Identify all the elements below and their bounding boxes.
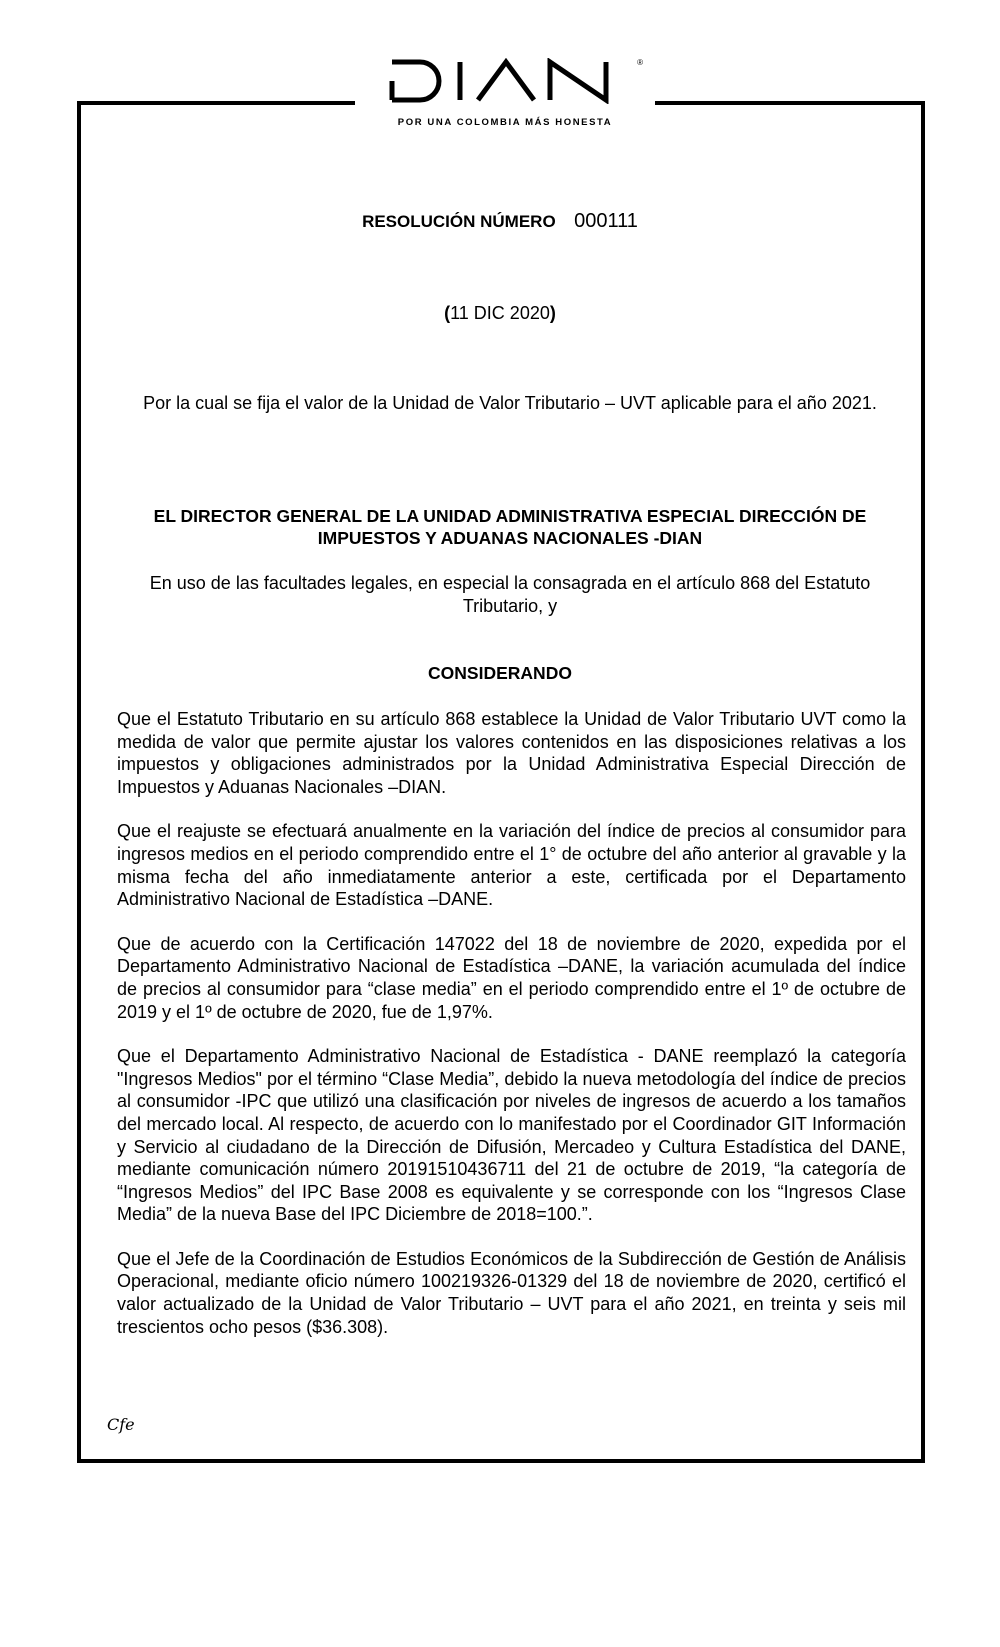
registered-mark: ® bbox=[637, 58, 643, 67]
considerando-paragraph: Que el Departamento Administrativo Nacional de Estadística - DANE reemplazó la categoría "Ingresos Medios" por el término “Clase Media”, debido la nueva metodología del índice de precios al consumidor -IPC que utilizó una clasificación por niveles de ingresos de acuerdo a los tamaños del mercado local. Al respecto, de acuerdo con lo manifestado por el Coordinador GIT Información y Servicio al ciudadano de la Dirección de Difusión, Mercadeo y Cultura Estadística del DANE, mediante comunicación número 20191510436711 del 21 de octubre de 2019, “la categoría de “Ingresos Medios” del IPC Base 2008 es equivalente y se corresponde con los “Ingresos Clase Media” de la nueva Base del IPC Diciembre de 2018=100.”. bbox=[117, 1046, 906, 1225]
director-heading: EL DIRECTOR GENERAL DE LA UNIDAD ADMINISTRATIVA ESPECIAL DIRECCIÓN DE IMPUESTOS Y ADUANAS NACIONALES -DIAN bbox=[153, 506, 867, 548]
resolution-date bbox=[0, 303, 1000, 324]
resolution-number: 000111 bbox=[574, 210, 638, 232]
date-open-paren: ( bbox=[444, 303, 451, 323]
handwritten-initials: Cfe bbox=[107, 1415, 135, 1434]
resolution-label: RESOLUCIÓN NÚMERO bbox=[362, 212, 556, 231]
considerando-paragraph: Que el Jefe de la Coordinación de Estudios Económicos de la Subdirección de Gestión de Análisis Operacional, mediante oficio número 100219326-01329 del 18 de noviembre de 2020, certificó el valor actualizado de la Unidad de Valor Tributario – UVT para el año 2021, en treinta y seis mil trescientos ocho pesos ($36.308). bbox=[117, 1248, 906, 1337]
date-text: 11 DIC 2020 bbox=[450, 303, 550, 323]
logo-tagline: POR UNA COLOMBIA MÁS HONESTA bbox=[397, 117, 613, 128]
dian-wordmark-icon bbox=[380, 58, 630, 104]
considerando-paragraph: Que el reajuste se efectuará anualmente en la variación del índice de precios al consumidor para ingresos medios en el periodo comprendido entre el 1° de octubre del año anterior al gravable y la misma fecha del año inmediatamente anterior a este, certificada por el Departamento Administrativo Nacional de Estadística –DANE. bbox=[117, 821, 906, 910]
dian-logo bbox=[355, 58, 655, 134]
considerando-paragraph: Que de acuerdo con la Certificación 147022 del 18 de noviembre de 2020, expedida por el Departamento Administrativo Nacional de Estadística –DANE, la variación acumulada del índice de precios al consumidor para “clase media” en el periodo comprendido entre el 1º de octubre de 2019 y el 1º de octubre de 2020, fue de 1,97%. bbox=[117, 933, 906, 1022]
legal-powers: En uso de las facultades legales, en especial la consagrada en el artículo 868 del Estatuto Tributario, y bbox=[149, 573, 871, 616]
considerando-heading: CONSIDERANDO bbox=[428, 663, 572, 683]
considerando-paragraph: Que el Estatuto Tributario en su artículo 868 establece la Unidad de Valor Tributario UVT como la medida de valor que permite ajustar los valores contenidos en las disposiciones relativas a los impuestos y obligaciones administrados por la Unidad Administrativa Especial Dirección de Impuestos y Aduanas Nacionales –DIAN. bbox=[117, 709, 906, 797]
date-close-paren: ) bbox=[549, 303, 556, 323]
resolution-line bbox=[0, 210, 1000, 233]
considerando-body bbox=[117, 708, 906, 1360]
resolution-subject: Por la cual se fija el valor de la Unidad de Valor Tributario – UVT aplicable para el año 2021. bbox=[143, 393, 877, 413]
